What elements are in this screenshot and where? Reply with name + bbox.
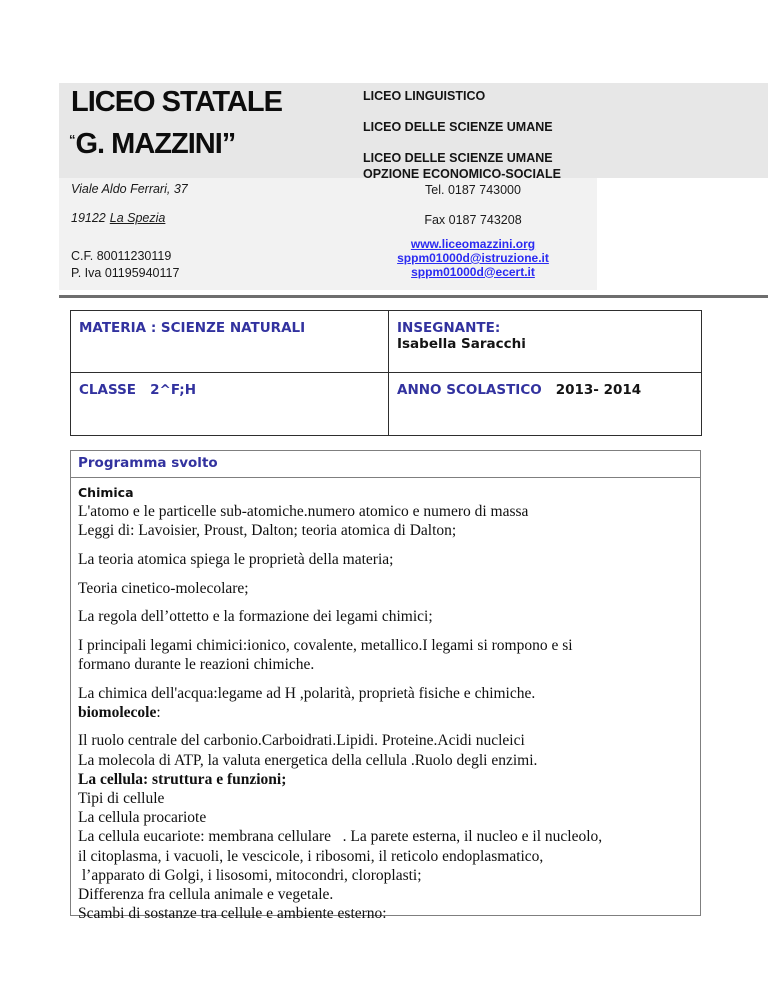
- program-line: La cellula eucariote: membrana cellulare . La parete esterna, il nucleo e il nucleolo,: [78, 828, 603, 846]
- classe-label: CLASSE 2^F;H: [79, 382, 197, 398]
- program-line: La regola dell’ottetto e la formazione dei legami chimici;: [78, 608, 433, 626]
- program-line: Il ruolo centrale del carbonio.Carboidrati.Lipidi. Proteine.Acidi nucleici: [78, 732, 525, 750]
- fiscal-code: C.F. 80011230119: [71, 249, 172, 263]
- program-line: L'atomo e le particelle sub-atomiche.numero atomico e numero di massa: [78, 503, 529, 521]
- program-opzione-line1: LICEO DELLE SCIENZE UMANE: [363, 151, 553, 165]
- programma-svolto-content: [70, 478, 701, 923]
- programma-svolto-title: Programma svolto: [70, 450, 701, 478]
- program-line: La molecola di ATP, la valuta energetica della cellula .Ruolo degli enzimi.: [78, 751, 538, 769]
- materia-label: MATERIA : SCIENZE NATURALI: [79, 320, 306, 336]
- anno-label: ANNO SCOLASTICO: [397, 382, 542, 398]
- email-istruzione-link[interactable]: sppm01000d@istruzione.it: [397, 250, 549, 265]
- program-opzione-line2: OPZIONE ECONOMICO-SOCIALE: [363, 167, 561, 181]
- insegnante-label: INSEGNANTE:: [397, 320, 501, 336]
- program-line: Differenza fra cellula animale e vegetale.: [78, 886, 334, 903]
- school-name-line2-text: G. MAZZINI”: [75, 128, 236, 160]
- program-line: La chimica dell'acqua:legame ad H ,polarità, proprietà fisiche e chimiche.: [78, 684, 536, 702]
- program-liceo-linguistico: LICEO LINGUISTICO: [363, 89, 486, 103]
- links-block: [368, 238, 578, 279]
- info-table: [70, 310, 702, 436]
- program-line: formano durante le reazioni chimiche.: [78, 655, 315, 673]
- section-heading-chimica: Chimica: [78, 485, 134, 500]
- school-name-line1: LICEO STATALE: [71, 86, 282, 118]
- program-line: La teoria atomica spiega le proprietà della materia;: [78, 551, 394, 568]
- program-scienze-umane-opzione: [363, 150, 561, 182]
- program-line: l’apparato di Golgi, i lisosomi, mitocondri, cloroplasti;: [78, 866, 422, 884]
- program-line: La cellula procariote: [78, 809, 207, 827]
- school-name-quote: “: [69, 132, 76, 147]
- address-street: Viale Aldo Ferrari, 37: [71, 182, 188, 196]
- program-line: Leggi di: Lavoisier, Proust, Dalton; teoria atomica di Dalton;: [78, 522, 457, 540]
- classe-cell: [71, 373, 389, 436]
- insegnante-value: Isabella Saracchi: [397, 336, 526, 352]
- program-scienze-umane: LICEO DELLE SCIENZE UMANE: [363, 120, 553, 134]
- program-line: I principali legami chimici:ionico, covalente, metallico.I legami si rompono e si: [78, 636, 573, 654]
- anno-cell: [389, 373, 702, 436]
- program-line-cellula-heading: La cellula: struttura e funzioni;: [78, 770, 287, 788]
- insegnante-cell: [389, 311, 702, 373]
- address-city: La Spezia: [109, 211, 166, 225]
- address-city-line: [71, 211, 165, 225]
- programma-svolto-box: [70, 450, 701, 923]
- vat-number: P. Iva 01195940117: [71, 266, 180, 280]
- email-ecert-link[interactable]: sppm01000d@ecert.it: [411, 264, 535, 279]
- telephone: Tel. 0187 743000: [425, 183, 521, 197]
- biomolecole-bold: biomolecole: [78, 703, 157, 721]
- program-line: il citoplasma, i vacuoli, le vescicole, i ribosomi, il reticolo endoplasmatico,: [78, 847, 544, 865]
- table-row: [71, 373, 702, 436]
- table-row: [71, 311, 702, 373]
- program-line: Tipi di cellule: [78, 789, 165, 807]
- fax: Fax 0187 743208: [424, 213, 522, 227]
- school-name-line2: [69, 125, 235, 159]
- anno-value: 2013- 2014: [555, 382, 642, 398]
- materia-cell: [71, 311, 389, 373]
- program-line: Teoria cinetico-molecolare;: [78, 579, 249, 597]
- website-link[interactable]: www.liceomazzini.org: [410, 237, 536, 251]
- address-zip: 19122: [71, 211, 106, 225]
- biomolecole-colon: :: [156, 703, 161, 721]
- program-line: Scambi di sostanze tra cellule e ambiente esterno:: [78, 905, 387, 923]
- header-divider: [59, 295, 768, 298]
- program-line-biomolecole: [78, 703, 690, 722]
